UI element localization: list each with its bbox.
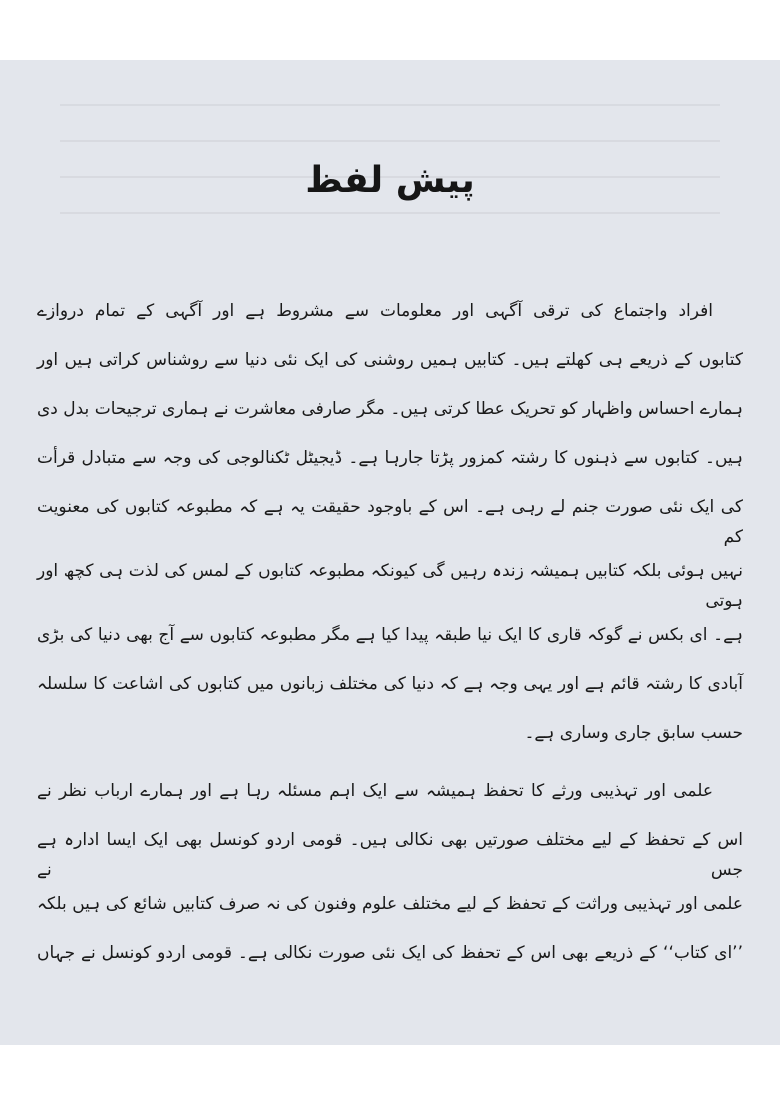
bleed-through-text [0, 70, 780, 240]
paragraph-1-line: افراد واجتماع کی ترقی آگہی اور معلومات سے مشروط ہے اور آگہی کے تمام دروازے [37, 301, 713, 321]
paragraph-1-line: کی ایک نئی صورت جنم لے رہی ہے۔ اس کے باوجود حقیقت یہ ہے کہ مطبوعہ کتابوں کی معنویت کم [37, 497, 743, 547]
paragraph-1-line: ہے۔ ای بکس نے گوکہ قاری کا ایک نیا طبقہ پیدا کیا ہے مگر مطبوعہ کتابوں سے آج بھی دنیا کی بڑی [37, 625, 743, 645]
paragraph-1-line: آبادی کا رشتہ قائم ہے اور یہی وجہ ہے کہ دنیا کی مختلف زبانوں میں کتابوں کی اشاعت کا سلسلہ [37, 674, 743, 694]
paragraph-1-line: ہیں۔ کتابوں سے ذہنوں کا رشتہ کمزور پڑتا جارہا ہے۔ ڈیجیٹل ٹکنالوجی کی وجہ سے متبادل قرأت [37, 448, 743, 468]
paragraph-2-line: ’’ای کتاب‘‘ کے ذریعے بھی اس کے تحفظ کی ایک نئی صورت نکالی ہے۔ قومی اردو کونسل نے جہاں [37, 943, 743, 963]
paragraph-2-line: اس کے تحفظ کے لیے مختلف صورتیں بھی نکالی ہیں۔ قومی اردو کونسل بھی ایک ایسا ادارہ ہے جس نے [37, 830, 743, 880]
paragraph-1-line: حسب سابق جاری وساری ہے۔ [524, 723, 743, 743]
paragraph-1-line: نہیں ہوئی بلکہ کتابیں ہمیشہ زندہ رہیں گی کیونکہ مطبوعہ کتابوں کے لمس کی لذت ہی کچھ اور ہوتی [37, 561, 743, 611]
body-text [37, 292, 743, 983]
paragraph-1-line: ہمارے احساس واظہار کو تحریک عطا کرتی ہیں۔ مگر صارفی معاشرت نے ہماری ترجیحات بدل دی [37, 399, 743, 419]
paragraph-2-line: علمی اور تہذیبی ورثے کا تحفظ ہمیشہ سے ایک اہم مسئلہ رہا ہے اور ہمارے ارباب نظر نے [37, 781, 713, 801]
paragraph-2-line: علمی اور تہذیبی وراثت کے تحفظ کے لیے مختلف علوم وفنون کی نہ صرف کتابیں شائع کی ہیں بلکہ [37, 894, 743, 914]
paragraph-1-line: کتابوں کے ذریعے ہی کھلتے ہیں۔ کتابیں ہمیں روشنی کی ایک نئی دنیا سے روشناس کراتی ہیں اور [37, 350, 743, 370]
page-title: پیش لفظ [305, 160, 475, 201]
